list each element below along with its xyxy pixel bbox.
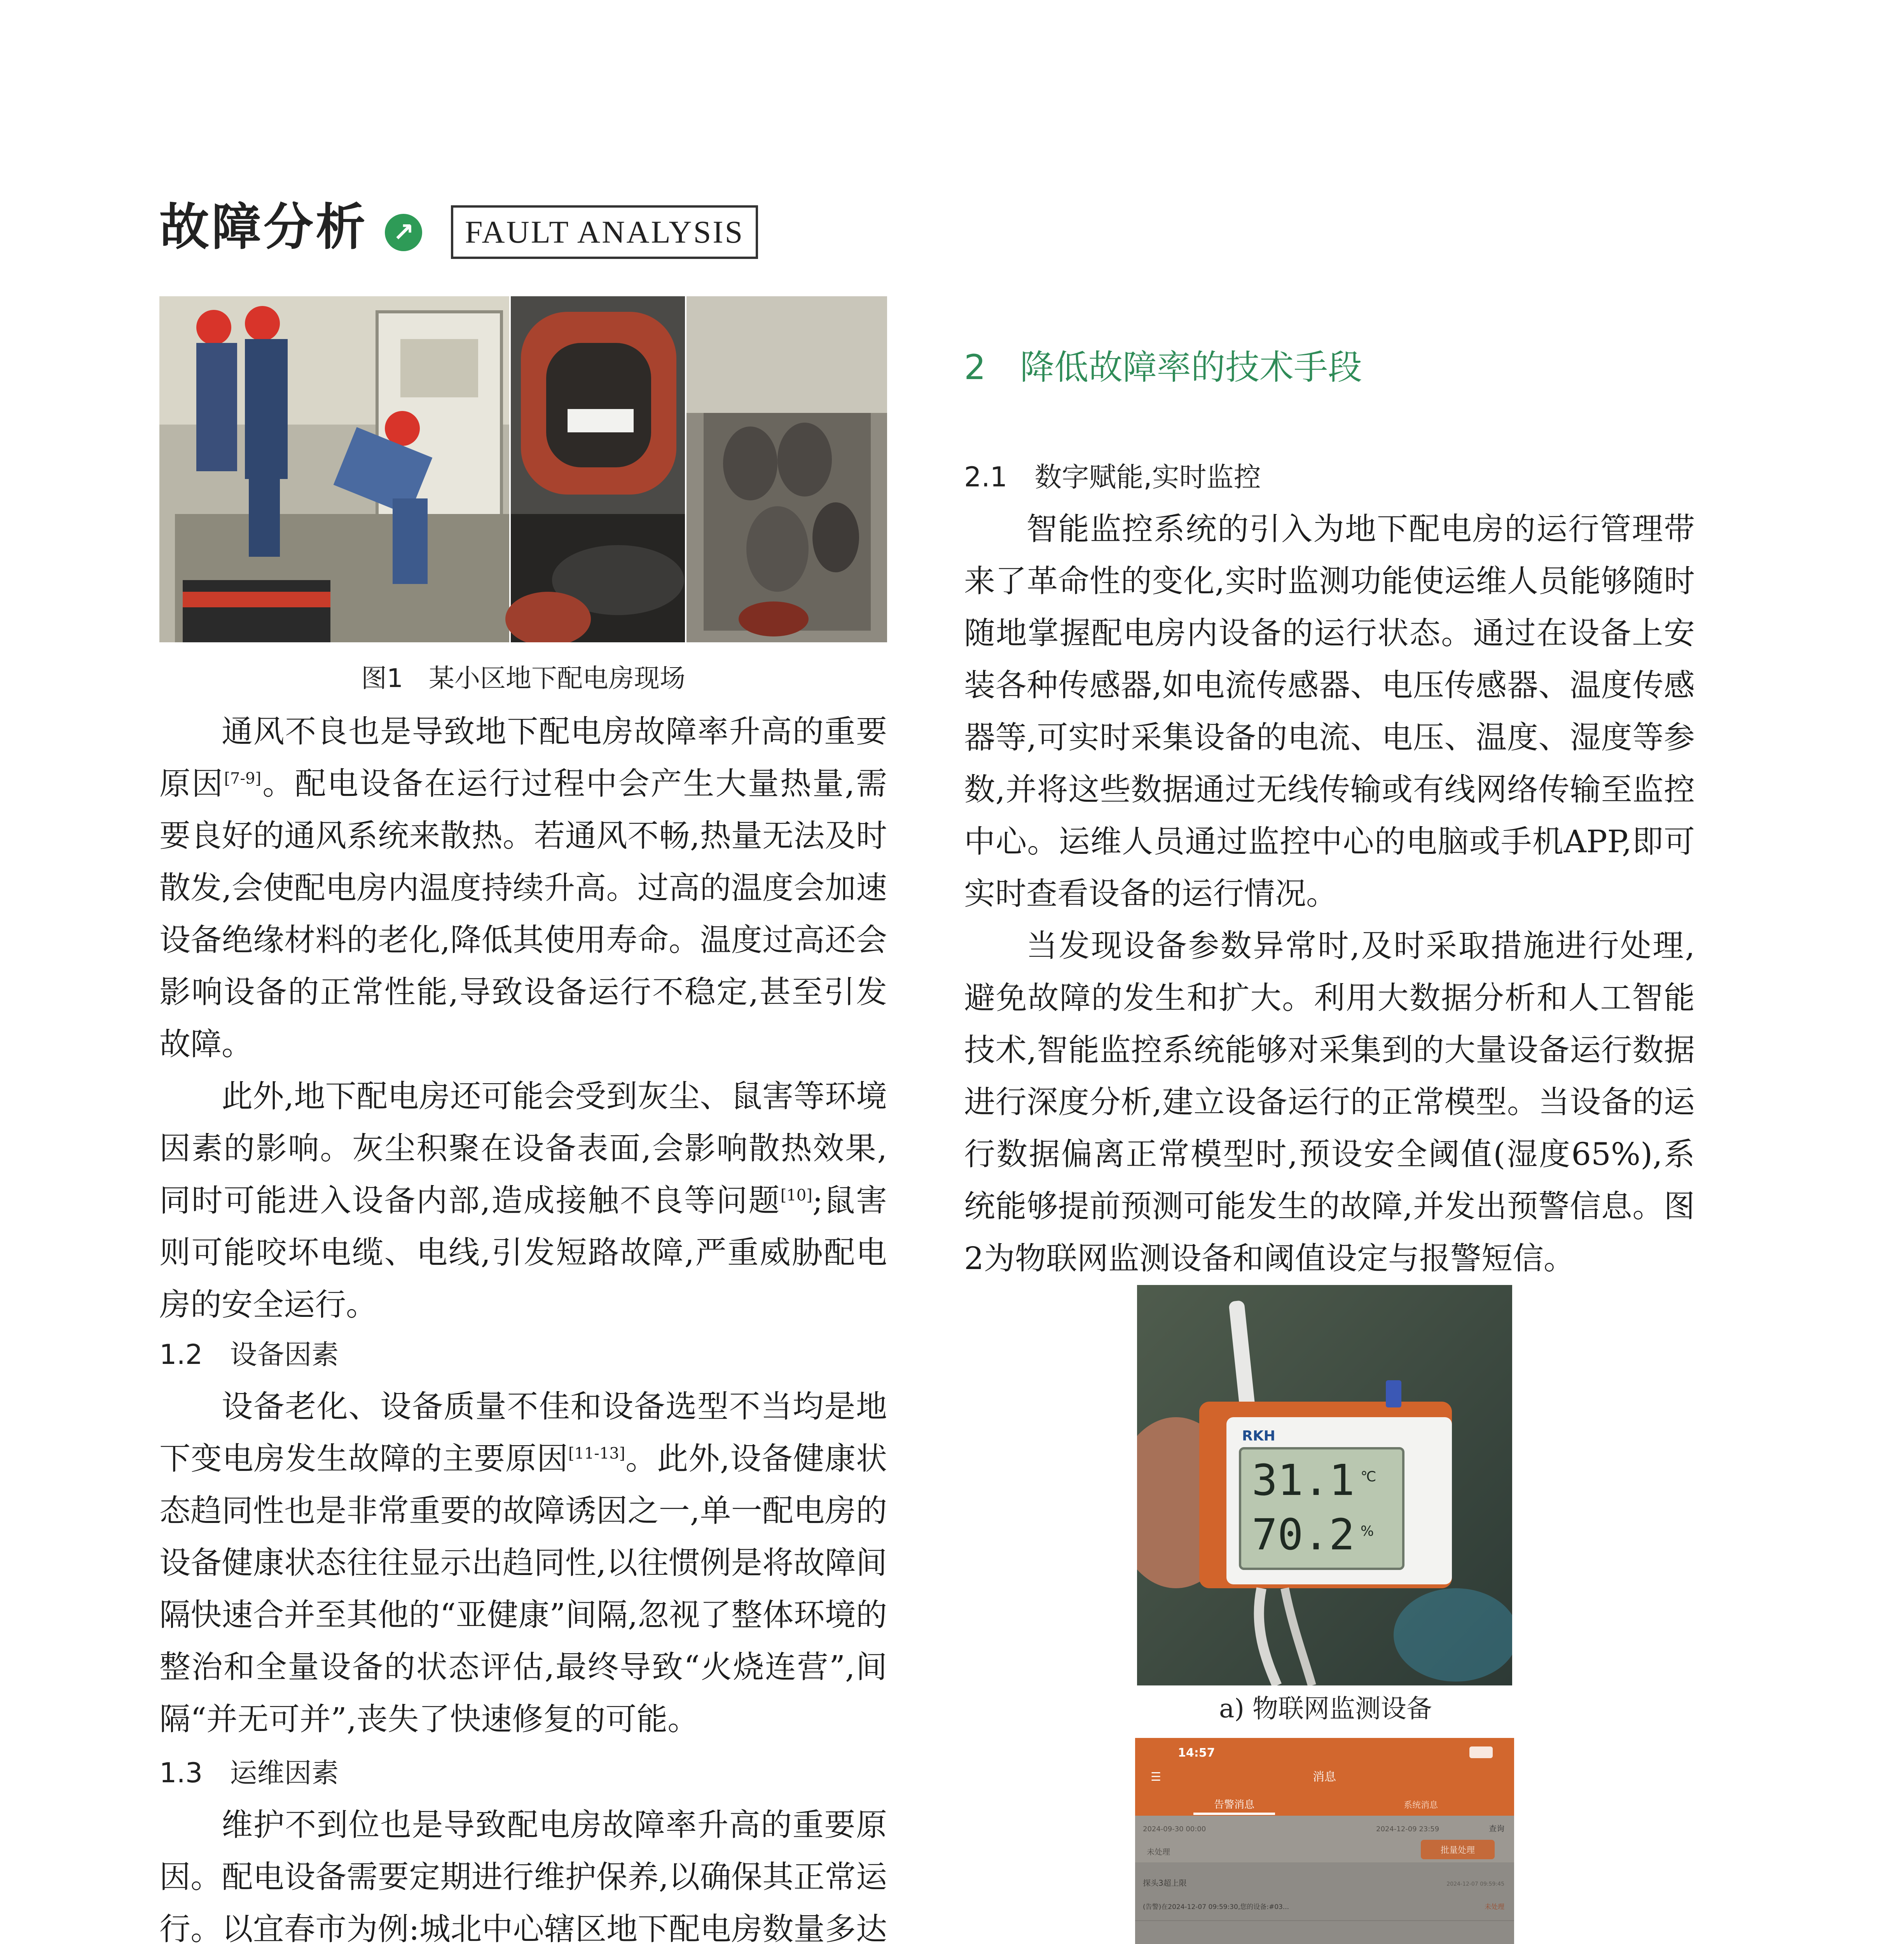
- figure-2a-caption: a) 物联网监测设备: [1219, 1694, 1432, 1724]
- list-item-title: 探头3超上限: [1143, 1878, 1187, 1888]
- figure-1: [159, 296, 887, 642]
- figure-2b: [1135, 1738, 1514, 1944]
- list-item-status: 未处理: [1485, 1903, 1504, 1911]
- list-item-time: 2024-12-07 09:59:45: [1446, 1881, 1504, 1887]
- list-item-body: (告警)在2024-12-07 09:59:30,您的设备:#03...: [1143, 1903, 1289, 1911]
- figure-1-caption: 图1 某小区地下配电房现场: [361, 663, 685, 693]
- figure-2a: [1137, 1285, 1512, 1685]
- battery-icon: [1469, 1746, 1493, 1758]
- tab-alarm-messages[interactable]: 告警消息: [1214, 1799, 1255, 1811]
- photo-insulator: [505, 296, 685, 642]
- paragraph: 设备老化、设备质量不佳和设备选型不当均是地下变电房发生故障的主要原因[11-13]。此外,设备健康状态趋同性也是非常重要的故障诱因之一,单一配电房的设备健康状态往往显示出趋同性,以往惯例是将故障间隔快速合并至其他的“亚健康”间隔,忽视了整体环境的整治和全量设备的状态评估,最终导致“火烧连营”,间隔“并无可并”,丧失了快速修复的可能。: [159, 1388, 887, 1737]
- left-paragraphs-b: [159, 1381, 887, 1745]
- photo-damaged-contacts: [686, 296, 887, 642]
- filter-query-button[interactable]: 查询: [1489, 1824, 1504, 1833]
- right-paragraphs: [964, 503, 1695, 1285]
- arrow-up-right-icon: ↗: [385, 214, 422, 251]
- phone-app-screenshot: [1135, 1738, 1514, 1944]
- lcd-temperature-unit: ℃: [1361, 1469, 1376, 1485]
- lcd-humidity: 70.2: [1252, 1510, 1355, 1559]
- tab-system-messages[interactable]: 系统消息: [1403, 1801, 1438, 1810]
- figure-1-photos: [159, 296, 887, 642]
- paragraph: 此外,地下配电房还可能会受到灰尘、鼠害等环境因素的影响。灰尘积聚在设备表面,会影响散热效果,同时可能进入设备内部,造成接触不良等问题[10];鼠害则可能咬坏电缆、电线,引发短路故障,严重威胁配电房的安全运行。: [159, 1078, 887, 1323]
- menu-icon[interactable]: ☰: [1151, 1770, 1161, 1784]
- column-title: 故障分析: [159, 198, 368, 256]
- paragraph: 通风不良也是导致地下配电房故障率升高的重要原因[7-9]。配电设备在运行过程中会产生大量热量,需要良好的通风系统来散热。若通风不畅,热量无法及时散发,会使配电房内温度持续升高。过高的温度会加速设备绝缘材料的老化,降低其使用寿命。温度过高还会影响设备的正常性能,导致设备运行不稳定,甚至引发故障。: [159, 713, 887, 1062]
- status-time: 14:57: [1178, 1746, 1215, 1760]
- filter-date-to[interactable]: 2024-12-09 23:59: [1376, 1825, 1439, 1833]
- photo-workers: [159, 296, 509, 642]
- paragraph: 智能监控系统的引入为地下配电房的运行管理带来了革命性的变化,实时监测功能使运维人员能够随时随地掌握配电房内设备的运行状态。通过在设备上安装各种传感器,如电流传感器、电压传感器、温度传感器等,可实时采集设备的电流、电压、温度、湿度等参数,并将这些数据通过无线传输或有线网络传输至监控中心。运维人员通过监控中心的电脑或手机APP,即可实时查看设备的运行情况。: [964, 511, 1695, 912]
- lcd-humidity-unit: %: [1361, 1523, 1374, 1539]
- subsection-heading-2-1: 2.1 数字赋能,实时监控: [964, 461, 1261, 493]
- lcd-temperature: 31.1: [1252, 1455, 1355, 1505]
- batch-process-label: 批量处理: [1440, 1846, 1475, 1855]
- paragraph: 维护不到位也是导致配电房故障率升高的重要原因。配电设备需要定期进行维护保养,以确保其正常运行。以宜春市为例:城北中心辖区地下配电房数量多达: [159, 1807, 887, 1944]
- section-heading-2: 2 降低故障率的技术手段: [964, 347, 1362, 387]
- subsection-heading-1-2: 1.2 设备因素: [159, 1339, 339, 1371]
- filter-date-from[interactable]: 2024-09-30 00:00: [1143, 1825, 1206, 1833]
- app-title: 消息: [1313, 1770, 1336, 1784]
- left-paragraphs-a: [159, 706, 887, 1331]
- device-brand: RKH: [1242, 1428, 1275, 1444]
- left-paragraphs-c: [159, 1799, 887, 1944]
- column-title-english: FAULT ANALYSIS: [451, 205, 758, 259]
- paragraph: 当发现设备参数异常时,及时采取措施进行处理,避免故障的发生和扩大。利用大数据分析和人工智能技术,智能监控系统能够对采集到的大量设备运行数据进行深度分析,建立设备运行的正常模型。当设备的运行数据偏离正常模型时,预设安全阈值(湿度65%),系统能够提前预测可能发生的故障,并发出预警信息。图2为物联网监测设备和阈值设定与报警短信。: [964, 928, 1695, 1276]
- iot-device-photo: [1137, 1285, 1512, 1685]
- status-select[interactable]: 未处理: [1147, 1847, 1170, 1857]
- subsection-heading-1-3: 1.3 运维因素: [159, 1757, 339, 1789]
